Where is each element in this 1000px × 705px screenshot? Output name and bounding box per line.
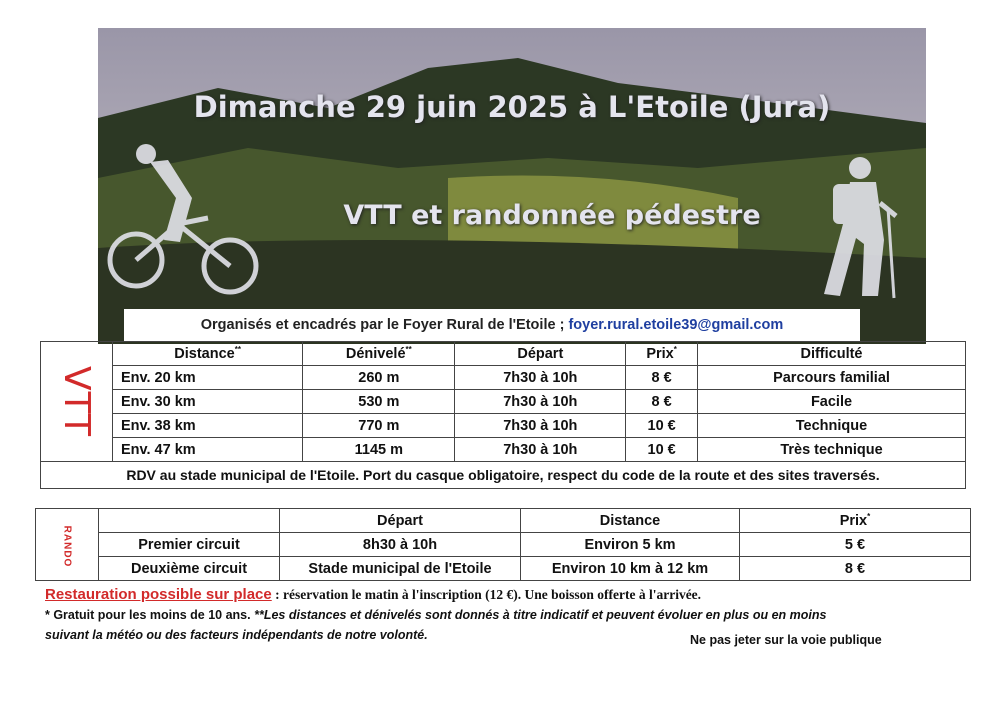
cell-difficulte: Parcours familial (697, 366, 965, 390)
email-link[interactable]: foyer.rural.etoile39@gmail.com (568, 317, 784, 333)
cell-distance: Env. 38 km (112, 414, 302, 438)
cell-depart: 7h30 à 10h (455, 366, 626, 390)
cell-difficulte: Technique (697, 414, 965, 438)
vtt-header-distance: Distance** (112, 342, 302, 366)
footnote-line-2: suivant la météo ou des facteurs indépendants de notre volonté. (45, 628, 428, 642)
organizer-text: Organisés et encadrés par le Foyer Rural de l'Etoile ; (200, 317, 569, 333)
cell-distance: Environ 5 km (521, 533, 740, 557)
cell-depart: Stade municipal de l'Etoile (280, 557, 521, 581)
rando-header-distance: Distance (521, 509, 740, 533)
cell-difficulte: Très technique (697, 438, 965, 462)
cell-depart: 7h30 à 10h (455, 390, 626, 414)
cell-depart: 8h30 à 10h (280, 533, 521, 557)
cell-prix: 8 € (626, 390, 698, 414)
rando-table (35, 508, 971, 581)
cell-distance: Env. 47 km (112, 438, 302, 462)
cell-denivele: 530 m (303, 390, 455, 414)
rando-header-depart: Départ (280, 509, 521, 533)
rando-side-label: RANDO (36, 509, 99, 581)
vtt-header-denivele: Dénivelé** (303, 342, 455, 366)
cell-difficulte: Facile (697, 390, 965, 414)
landscape-image (98, 28, 926, 344)
restauration-heading: Restauration possible sur place (45, 586, 272, 603)
cell-denivele: 1145 m (303, 438, 455, 462)
event-subtitle: VTT et randonnée pédestre (343, 200, 761, 231)
cell-denivele: 260 m (303, 366, 455, 390)
table-row (41, 414, 966, 438)
vtt-header-depart: Départ (455, 342, 626, 366)
rando-header-prix: Prix* (740, 509, 971, 533)
rando-header-blank (99, 509, 280, 533)
cell-depart: 7h30 à 10h (455, 438, 626, 462)
table-row (36, 557, 971, 581)
cell-distance: Env. 20 km (112, 366, 302, 390)
cell-prix: 8 € (740, 557, 971, 581)
rando-header-row (36, 509, 971, 533)
disposal-notice: Ne pas jeter sur la voie publique (690, 633, 882, 647)
table-row (41, 366, 966, 390)
cell-distance: Environ 10 km à 12 km (521, 557, 740, 581)
footnote-line-1 (45, 608, 826, 622)
cell-depart: 7h30 à 10h (455, 414, 626, 438)
cell-prix: 5 € (740, 533, 971, 557)
vtt-header-prix: Prix* (626, 342, 698, 366)
vtt-header-row (41, 342, 966, 366)
footnote-free: * Gratuit pour les moins de 10 ans. (45, 608, 255, 622)
restauration-line (45, 586, 701, 603)
cell-denivele: 770 m (303, 414, 455, 438)
cell-distance: Env. 30 km (112, 390, 302, 414)
cell-prix: 10 € (626, 414, 698, 438)
footnote-distances: **Les distances et dénivelés sont donnés à titre indicatif et peuvent évoluer en plus ou en moins (254, 608, 827, 622)
organizer-line (124, 309, 860, 342)
banner-photo (98, 28, 926, 344)
cell-circuit: Premier circuit (99, 533, 280, 557)
restauration-details: : réservation le matin à l'inscription (12 €). Une boisson offerte à l'arrivée. (271, 587, 702, 602)
event-title: Dimanche 29 juin 2025 à L'Etoile (Jura) (193, 90, 831, 124)
cell-prix: 10 € (626, 438, 698, 462)
vtt-table (40, 341, 966, 489)
vtt-header-difficulte: Difficulté (697, 342, 965, 366)
cell-circuit: Deuxième circuit (99, 557, 280, 581)
vtt-note: RDV au stade municipal de l'Etoile. Port du casque obligatoire, respect du code de la route et des sites traversés. (41, 462, 966, 489)
table-row (41, 390, 966, 414)
vtt-side-label: VTT (41, 342, 113, 462)
cell-prix: 8 € (626, 366, 698, 390)
vtt-note-row (41, 462, 966, 489)
table-row (41, 438, 966, 462)
table-row (36, 533, 971, 557)
